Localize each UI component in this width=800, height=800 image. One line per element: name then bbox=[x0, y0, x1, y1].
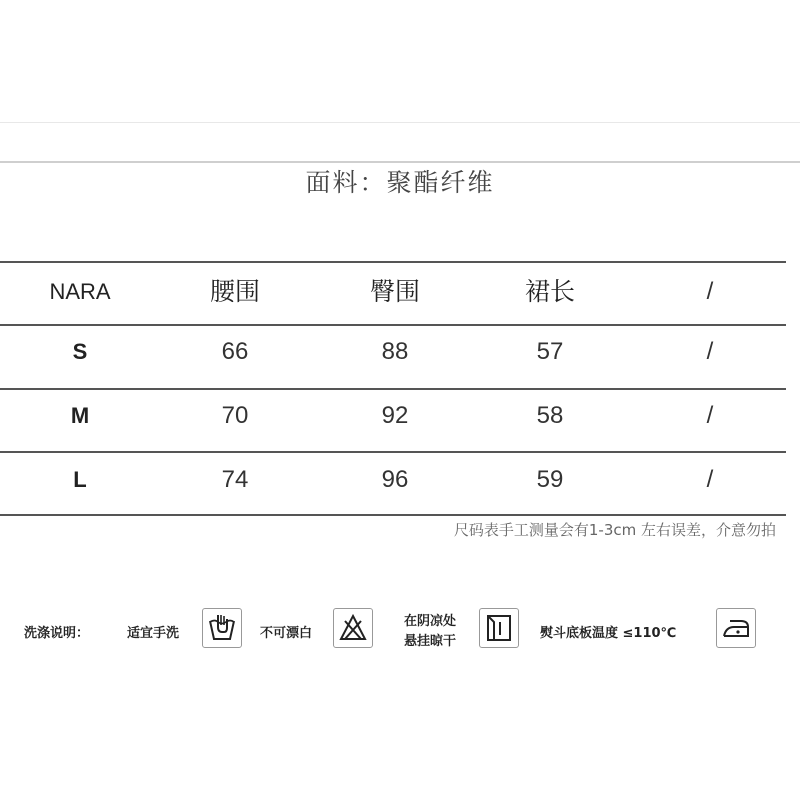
table-row bbox=[0, 322, 800, 382]
no-bleach-icon bbox=[333, 608, 373, 648]
hand-wash-icon bbox=[202, 608, 242, 648]
top-divider bbox=[0, 122, 800, 123]
header-extra: / bbox=[706, 278, 714, 305]
hip-value: 92 bbox=[381, 402, 409, 429]
iron-low-icon bbox=[716, 608, 756, 648]
care-label-hand-wash: 适宜手洗 bbox=[127, 626, 180, 641]
waist-value: 66 bbox=[221, 338, 249, 365]
measurement-note: 尺码表手工测量会有1-3cm 左右误差，介意勿拍 bbox=[453, 521, 776, 539]
waist-value: 70 bbox=[221, 402, 249, 429]
fabric-label: 面料：聚酯纤维 bbox=[305, 168, 495, 197]
table-row bbox=[0, 386, 800, 446]
care-title: 洗涤说明： bbox=[24, 626, 90, 641]
waist-value: 74 bbox=[221, 466, 249, 493]
header-brand: NARA bbox=[49, 279, 111, 304]
length-value: 57 bbox=[536, 338, 564, 365]
table-row bbox=[0, 450, 800, 510]
extra-value: / bbox=[706, 402, 714, 429]
length-value: 58 bbox=[536, 402, 564, 429]
care-label-dry-line1: 在阴凉处 bbox=[404, 614, 457, 629]
hip-value: 88 bbox=[381, 338, 409, 365]
length-value: 59 bbox=[536, 466, 564, 493]
table-header-row bbox=[0, 262, 800, 322]
table-rule-bottom bbox=[0, 514, 786, 516]
extra-value: / bbox=[706, 338, 714, 365]
line-dry-shade-icon bbox=[479, 608, 519, 648]
care-label-iron: 熨斗底板温度 ≤110℃ bbox=[540, 626, 677, 641]
care-label-no-bleach: 不可漂白 bbox=[260, 626, 313, 641]
care-label-dry-line2: 悬挂晾干 bbox=[404, 634, 457, 649]
size-label: S bbox=[72, 339, 88, 364]
header-waist: 腰围 bbox=[209, 277, 260, 306]
care-instructions bbox=[0, 600, 800, 660]
header-length: 裙长 bbox=[524, 277, 575, 306]
size-label: M bbox=[70, 403, 90, 428]
size-label: L bbox=[73, 467, 87, 492]
extra-value: / bbox=[706, 466, 714, 493]
header-hip: 臀围 bbox=[369, 277, 420, 306]
hip-value: 96 bbox=[381, 466, 409, 493]
